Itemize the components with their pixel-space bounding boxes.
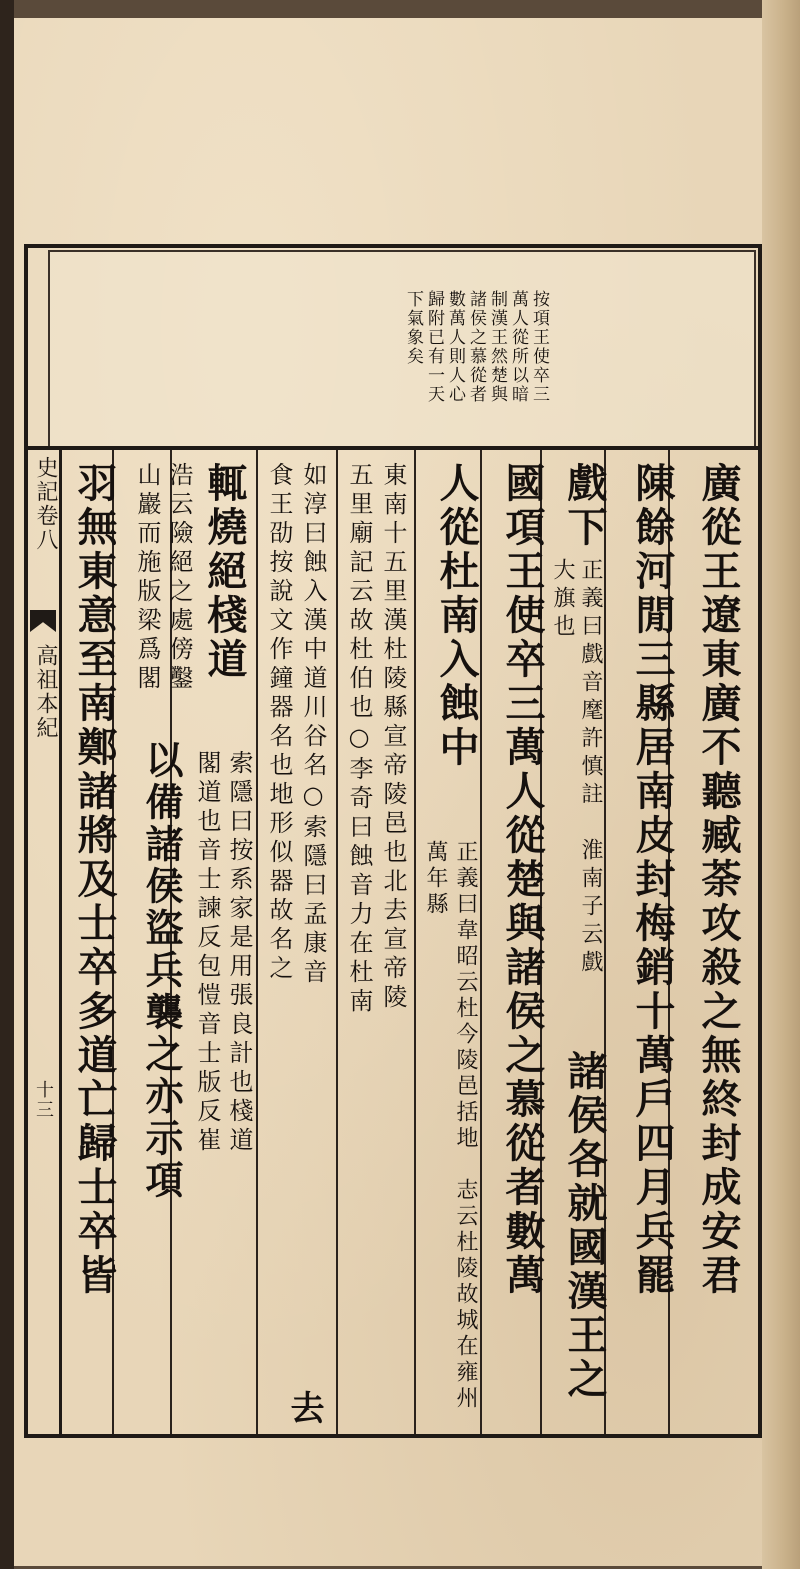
- commentary-column-7b: 食王劭按說文作鐘器名也地形似器故名之: [265, 462, 293, 984]
- commentary-column-9b: 山巖而施版梁爲閣: [133, 462, 161, 694]
- main-text-column-4: 國項王使卒三萬人從楚與諸侯之慕從者數萬: [499, 462, 546, 1298]
- header-note-line-4: 諸侯之慕從者: [466, 290, 486, 404]
- commentary-column-8b: 閣道也音士諫反包愷音士版反崔: [193, 750, 221, 1156]
- header-note-line-5: 數萬人則人心: [445, 290, 465, 404]
- header-note-line-3: 制漢王然楚與: [487, 290, 507, 404]
- main-text-column-2: 陳餘河閒三縣居南皮封梅銷十萬戶四月兵罷: [629, 462, 676, 1298]
- commentary-column-3: 正義曰戲音麾許慎註 淮南子云戲大旗也: [550, 558, 603, 978]
- margin-folio-number: 十三: [33, 1080, 54, 1120]
- header-note-line-6: 歸附已有一天: [424, 290, 444, 404]
- commentary-column-6b: 五里廟記云故杜伯也○李奇曰蝕音力在杜南: [345, 462, 373, 1017]
- main-text-column-1: 廣從王遼東廣不聽臧荼攻殺之無終封成安君: [695, 462, 742, 1298]
- main-text-column-8-head: 輒燒絕棧道: [201, 462, 248, 682]
- main-text-column-9-tail: 以備諸侯盜兵襲之亦示項: [139, 740, 184, 1202]
- main-text-column-3-head: 戲下: [561, 462, 608, 550]
- main-text-column-7-tail: 去: [284, 1390, 324, 1428]
- column-rule: [336, 450, 338, 1434]
- header-note-line-1: 按項王使卒三: [529, 290, 549, 404]
- commentary-column-6a: 東南十五里漢杜陵縣宣帝陵邑也北去宣帝陵: [379, 462, 407, 1013]
- main-text-column-10: 羽無東意至南鄭諸將及士卒多道亡歸士卒皆: [71, 462, 118, 1298]
- main-text-column-5-head: 人從杜南入蝕中: [433, 462, 480, 770]
- commentary-column-8a: 索隱曰按系家是用張良計也棧道: [225, 750, 253, 1156]
- page-spine-edge: [762, 0, 800, 1569]
- margin-section-title: 高祖本紀: [33, 644, 58, 740]
- column-rule: [414, 450, 416, 1434]
- main-text-column-3-tail: 諸侯各就國漢王之: [561, 1050, 608, 1402]
- margin-book-title: 史記卷八: [33, 456, 58, 552]
- frame-top-rule: [24, 446, 762, 450]
- commentary-column-9a: 浩云險絕之處傍鑿: [165, 462, 193, 694]
- header-note-line-7: 下氣象矣: [403, 290, 423, 366]
- header-note-line-2: 萬人從所以暗: [508, 290, 528, 404]
- commentary-column-5: 正義曰韋昭云杜今陵邑括地 志云杜陵故城在雍州萬年縣: [423, 840, 478, 1412]
- commentary-column-7a: 如淳曰蝕入漢中道川谷名○索隱曰孟康音: [299, 462, 327, 988]
- block-margin: [24, 448, 62, 1438]
- page-edge-shadow: [0, 0, 14, 1569]
